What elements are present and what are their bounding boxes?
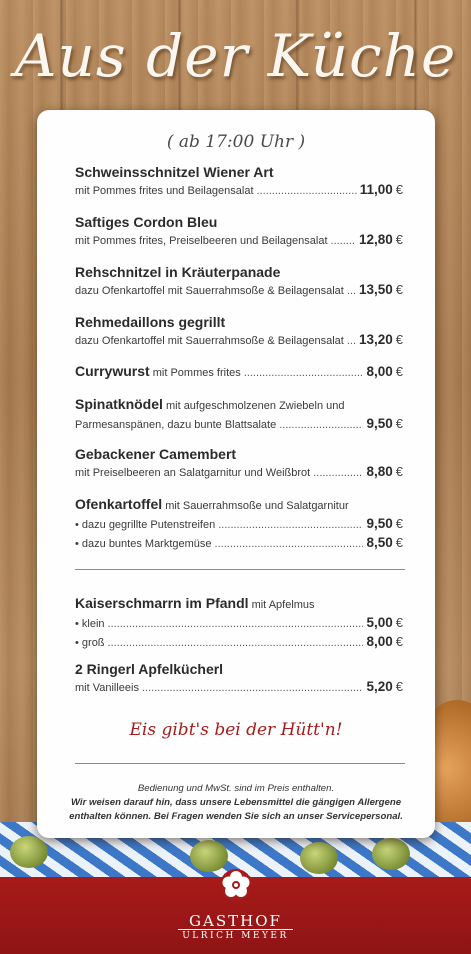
- item-description: mit Pommes frites und Beilagensalat: [75, 185, 254, 197]
- dot-leader: [108, 616, 364, 633]
- item-price-row: [75, 463, 403, 482]
- item-price: 13,50: [358, 282, 393, 297]
- item-name: Gebackener Camembert: [75, 446, 237, 462]
- option-label: • groß: [75, 637, 105, 649]
- allergen-note: enthalten können. Bei Fragen wenden Sie sich an unser Servicepersonal.: [69, 811, 403, 822]
- item-description: mit aufgeschmolzenen Zwiebeln und: [165, 400, 345, 412]
- item-description: dazu Ofenkartoffel mit Sauerrahmsoße & Beilagensalat: [75, 285, 344, 297]
- item-description: mit Vanilleeis: [75, 682, 139, 694]
- dot-leader: [218, 517, 363, 534]
- menu-item: [75, 213, 403, 250]
- currency-symbol: €: [395, 364, 403, 379]
- item-price: 12,80: [358, 232, 393, 247]
- section-divider: [75, 763, 405, 764]
- option-label: • dazu buntes Marktgemüse: [75, 538, 212, 550]
- item-option-row: [75, 614, 403, 633]
- option-label: • klein: [75, 618, 105, 630]
- menu-item: [75, 395, 403, 434]
- brand-name: GASTHOF: [189, 912, 282, 930]
- currency-symbol: €: [395, 679, 403, 694]
- item-description: mit Pommes frites, Preiselbeeren und Beilagensalat: [75, 235, 328, 247]
- menu-card: [37, 110, 435, 838]
- item-price: 11,00: [359, 182, 393, 197]
- item-description: mit Sauerrahmsoße und Salatgarnitur: [165, 500, 349, 512]
- item-price: 13,20: [358, 332, 393, 347]
- section-divider: [75, 569, 405, 570]
- brand-owner: ULRICH MEYER: [182, 931, 289, 941]
- dessert-item: [75, 660, 403, 697]
- item-option-row: [75, 534, 403, 553]
- item-option-row: [75, 633, 403, 652]
- currency-symbol: €: [395, 282, 403, 297]
- allergen-note: Wir weisen darauf hin, dass unsere Lebensmittel die gängigen Allergene: [70, 797, 402, 808]
- menu-item: [75, 163, 403, 200]
- dot-leader: [313, 465, 363, 482]
- menu-item: [75, 263, 403, 300]
- item-name: Ofenkartoffel: [75, 496, 163, 512]
- currency-symbol: €: [395, 464, 403, 479]
- dot-leader: [244, 365, 364, 382]
- item-price-row: [75, 331, 403, 350]
- dot-leader: [331, 233, 356, 250]
- dot-leader: [347, 333, 356, 350]
- menu-subtitle: ( ab 17:00 Uhr ): [166, 132, 306, 152]
- dot-leader: [257, 183, 357, 200]
- item-price-row: [75, 362, 403, 382]
- page-title: Aus der Küche: [14, 22, 457, 90]
- item-price: 5,00: [366, 615, 393, 630]
- item-name: Rehschnitzel in Kräuterpanade: [75, 264, 281, 280]
- currency-symbol: €: [395, 535, 403, 550]
- item-price: 8,00: [366, 634, 393, 649]
- dot-leader: [215, 536, 364, 553]
- item-name: Rehmedaillons gegrillt: [75, 314, 226, 330]
- item-price-row: [75, 678, 403, 697]
- item-price-row: [75, 415, 403, 434]
- footnote: [51, 782, 421, 824]
- flower-emblem-icon: [219, 868, 253, 902]
- item-name: Saftiges Cordon Bleu: [75, 214, 218, 230]
- item-description: mit Pommes frites: [152, 367, 241, 379]
- option-label: • dazu gegrillte Putenstreifen: [75, 519, 216, 531]
- menu-item: [75, 362, 403, 382]
- currency-symbol: €: [395, 615, 403, 630]
- currency-symbol: €: [395, 182, 403, 197]
- brand-divider: [178, 929, 293, 930]
- item-name: Spinatknödel: [75, 396, 163, 412]
- currency-symbol: €: [395, 416, 403, 431]
- item-price: 8,00: [366, 364, 393, 379]
- dot-leader: [347, 283, 356, 300]
- menu-item: [75, 445, 403, 482]
- currency-symbol: €: [395, 332, 403, 347]
- hops-decoration: [10, 836, 48, 868]
- item-price: 8,50: [366, 535, 393, 550]
- item-description: mit Apfelmus: [251, 599, 315, 611]
- dot-leader: [142, 680, 363, 697]
- item-name: Schweinsschnitzel Wiener Art: [75, 164, 274, 180]
- footnote-line: Bedienung und MwSt. sind im Preis enthalten.: [137, 783, 335, 794]
- item-name: 2 Ringerl Apfelkücherl: [75, 661, 224, 677]
- item-name: Currywurst: [75, 363, 150, 379]
- slogan: Eis gibt's bei der Hütt'n!: [129, 720, 343, 740]
- item-price-row: [75, 181, 403, 200]
- menu-item: [75, 495, 403, 553]
- item-price-row: [75, 231, 403, 250]
- item-price: 9,50: [366, 416, 393, 431]
- item-price: 5,20: [366, 679, 393, 694]
- currency-symbol: €: [395, 232, 403, 247]
- item-option-row: [75, 515, 403, 534]
- item-name: Kaiserschmarrn im Pfandl: [75, 595, 249, 611]
- item-price-row: [75, 281, 403, 300]
- dot-leader: [108, 635, 364, 652]
- item-description: dazu Ofenkartoffel mit Sauerrahmsoße & Beilagensalat: [75, 335, 344, 347]
- item-description: mit Preiselbeeren an Salatgarnitur und Weißbrot: [75, 467, 311, 479]
- item-price: 8,80: [366, 464, 393, 479]
- dot-leader: [279, 417, 363, 434]
- hops-decoration: [300, 842, 338, 874]
- currency-symbol: €: [395, 634, 403, 649]
- hops-decoration: [372, 838, 410, 870]
- item-price: 9,50: [366, 516, 393, 531]
- item-description-cont: Parmesanspänen, dazu bunte Blattsalate: [75, 419, 277, 431]
- currency-symbol: €: [395, 516, 403, 531]
- dessert-item: [75, 594, 403, 652]
- menu-item: [75, 313, 403, 350]
